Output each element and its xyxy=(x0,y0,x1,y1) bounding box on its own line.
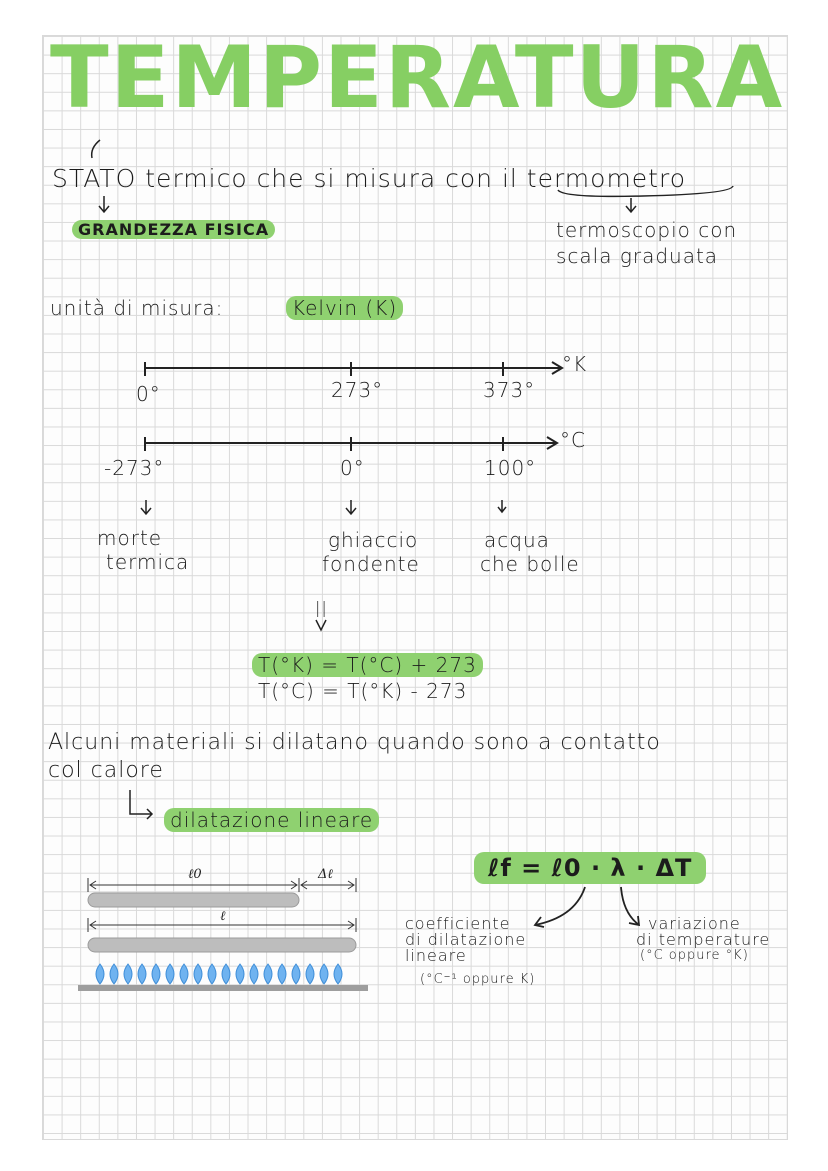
expansion-line-2: col calore xyxy=(48,758,164,783)
label-l: ℓ xyxy=(220,909,226,924)
coef-line-3: lineare xyxy=(405,946,467,965)
celsius-tick-label-2: 0° xyxy=(340,456,365,480)
arrow-meaning-2 xyxy=(346,500,356,514)
kelvin-unit: °K xyxy=(562,352,588,376)
celsius-unit: °C xyxy=(560,428,586,452)
label-delta-l: Δℓ xyxy=(318,867,333,882)
celsius-tick-label-3: 100° xyxy=(484,456,537,480)
arrow-meaning-1 xyxy=(141,500,151,514)
underline-termometro xyxy=(558,186,733,196)
var-unit: (°C oppure °K) xyxy=(640,948,749,963)
expansion-formula: ℓf = ℓ0 · λ · ΔT xyxy=(474,852,706,884)
label-l0: ℓ0 xyxy=(188,867,202,882)
quantity-highlight: GRANDEZZA FISICA xyxy=(72,220,275,239)
implies-symbol: || xyxy=(315,598,328,617)
implies-arrowhead xyxy=(316,620,326,630)
instrument-note-1: termoscopio con xyxy=(556,218,738,242)
kelvin-tick-label-3: 373° xyxy=(483,378,536,402)
coef-line-1: coefficiente xyxy=(405,914,511,933)
arrow-coefficient xyxy=(535,887,585,927)
expansion-figure xyxy=(78,878,368,991)
instrument-note-2: scala graduata xyxy=(556,244,719,268)
down-arrow-instrument xyxy=(626,198,636,212)
definition-line: STATO termico che si misura con il termometro xyxy=(52,164,687,193)
meaning-3-line2: che bolle xyxy=(480,552,580,576)
kelvin-tick-label-2: 273° xyxy=(331,378,384,402)
page-title: TEMPERATURA xyxy=(50,28,785,128)
var-line-2: di temperature xyxy=(636,930,771,949)
kelvin-tick-label-1: 0° xyxy=(136,382,161,406)
unit-label: unità di misura: xyxy=(50,296,224,320)
coef-line-2: di dilatazione xyxy=(405,930,527,949)
hook-arrow xyxy=(130,790,152,819)
formula-kelvin: T(°K) = T(°C) + 273 xyxy=(252,653,483,677)
expansion-line-1: Alcuni materiali si dilatano quando sono a contatto xyxy=(48,730,661,755)
meaning-1-line1: morte xyxy=(97,526,163,550)
expansion-term: dilatazione lineare xyxy=(164,808,379,832)
celsius-tick-label-1: -273° xyxy=(104,456,165,480)
arrow-variation xyxy=(621,887,639,925)
down-arrow-quantity xyxy=(99,196,109,212)
unit-value: Kelvin (K) xyxy=(286,296,403,320)
meaning-2-line1: ghiaccio xyxy=(328,528,419,552)
curl-arrow xyxy=(92,140,100,158)
meaning-1-line2: termica xyxy=(106,550,190,574)
coef-unit: (°C⁻¹ oppure K) xyxy=(420,972,536,987)
var-line-1: variazione xyxy=(648,914,741,933)
meaning-3-line1: acqua xyxy=(484,528,550,552)
meaning-2-line2: fondente xyxy=(322,552,420,576)
formula-celsius: T(°C) = T(°K) - 273 xyxy=(258,679,468,703)
arrow-meaning-3 xyxy=(498,500,506,512)
